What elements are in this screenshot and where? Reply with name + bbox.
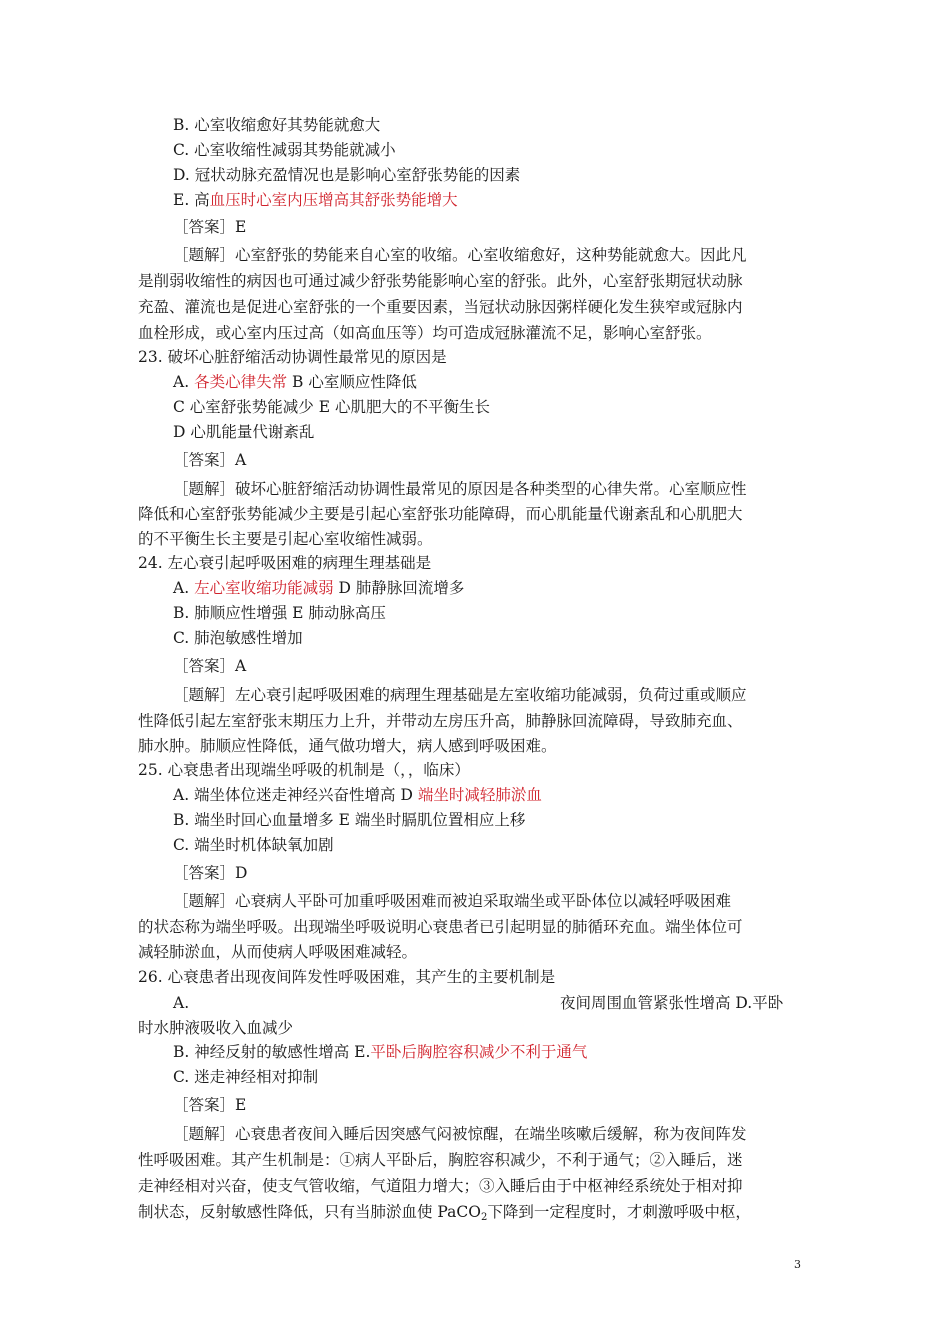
option-d-q22 <box>173 164 773 186</box>
option-b-q22 <box>173 114 773 136</box>
text-segment: ［答案］E <box>173 218 247 236</box>
option-d-q23 <box>173 421 773 443</box>
explanation-q24-line2 <box>138 710 813 732</box>
option-b-e-q25 <box>173 809 773 831</box>
text-segment: 制状态，反射敏感性降低，只有当肺淤血使 PaCO <box>138 1203 481 1221</box>
text-segment: 血栓形成，或心室内压过高（如高血压等）均可造成冠脉灌流不足，影响心室舒张。 <box>138 324 712 342</box>
option-d-q26-part2 <box>138 1017 538 1039</box>
option-a-d-q26-part1 <box>560 992 820 1014</box>
text-segment: ［题解］心衰患者夜间入睡后因突感气闷被惊醒，在端坐咳嗽后缓解，称为夜间阵发 <box>173 1125 747 1143</box>
explanation-q22-line2 <box>138 270 813 292</box>
answer-q26 <box>173 1094 473 1116</box>
explanation-q26-line3 <box>138 1175 813 1197</box>
text-segment: 24. 左心衰引起呼吸困难的病理生理基础是 <box>138 554 432 572</box>
text-segment: ［答案］D <box>173 864 248 882</box>
answer-q23 <box>173 449 473 471</box>
option-b-e-q24 <box>173 602 773 624</box>
option-c-q24 <box>173 627 773 649</box>
answer-q24 <box>173 655 473 677</box>
subscript-text: 2 <box>480 1212 488 1223</box>
text-segment: 减轻肺淤血，从而使病人呼吸困难减轻。 <box>138 943 418 961</box>
text-segment: A. <box>173 994 190 1012</box>
text-segment: 时水肿液吸收入血减少 <box>138 1019 294 1037</box>
text-segment: C 心室舒张势能减少 E 心肌肥大的不平衡生长 <box>173 398 490 416</box>
option-a-q26 <box>173 992 233 1014</box>
option-a-d-q24 <box>173 577 773 599</box>
text-segment: D. 冠状动脉充盈情况也是影响心室舒张势能的因素 <box>173 166 521 184</box>
highlighted-answer-text: 左心室收缩功能减弱 <box>194 579 334 597</box>
text-segment: E. 高 <box>173 191 210 209</box>
highlighted-answer-text: 平卧后胸腔容积减少不利于通气 <box>370 1043 588 1061</box>
highlighted-answer-text: 端坐时减轻肺淤血 <box>417 786 542 804</box>
text-segment: C. 迷走神经相对抑制 <box>173 1068 319 1086</box>
explanation-q25-line2 <box>138 916 813 938</box>
text-segment: C. 端坐时机体缺氧加剧 <box>173 836 334 854</box>
text-segment: 的状态称为端坐呼吸。出现端坐呼吸说明心衰患者已引起明显的肺循环充血。端坐体位可 <box>138 918 743 936</box>
option-c-e-q23 <box>173 396 773 418</box>
question-25 <box>138 759 738 781</box>
explanation-q22-line3 <box>138 296 813 318</box>
text-segment: 充盈、灌流也是促进心室舒张的一个重要因素，当冠状动脉因粥样硬化发生狭窄或冠脉内 <box>138 298 743 316</box>
explanation-q23-line2 <box>138 503 813 525</box>
text-segment: ［题解］破坏心脏舒缩活动协调性最常见的原因是各种类型的心律失常。心室顺应性 <box>173 480 747 498</box>
text-segment: 下降到一定程度时，才刺激呼吸中枢， <box>487 1203 751 1221</box>
explanation-q26-line2 <box>138 1149 813 1171</box>
explanation-q24-line1 <box>173 684 813 706</box>
option-c-q22 <box>173 139 773 161</box>
explanation-q25-line3 <box>138 941 813 963</box>
question-26 <box>138 966 738 988</box>
text-segment: ［答案］E <box>173 1096 247 1114</box>
explanation-q24-line3 <box>138 735 813 757</box>
text-segment: 的不平衡生长主要是引起心室收缩性减弱。 <box>138 530 433 548</box>
text-segment: A. <box>173 373 195 391</box>
question-23 <box>138 346 738 368</box>
text-segment: ［答案］A <box>173 451 247 469</box>
explanation-q26-line1 <box>173 1123 813 1145</box>
text-segment: A. 端坐体位迷走神经兴奋性增高 D <box>173 786 418 804</box>
text-segment: B 心室顺应性降低 <box>287 373 417 391</box>
option-a-d-q25 <box>173 784 773 806</box>
explanation-q23-line3 <box>138 528 813 550</box>
option-c-q25 <box>173 834 773 856</box>
explanation-q25-line1 <box>173 890 813 912</box>
text-segment: B. 心室收缩愈好其势能就愈大 <box>173 116 381 134</box>
text-segment: 降低和心室舒张势能减少主要是引起心室舒张功能障碍，而心肌能量代谢紊乱和心肌肥大 <box>138 505 743 523</box>
option-b-e-q26 <box>173 1041 773 1063</box>
text-segment: ［题解］左心衰引起呼吸困难的病理生理基础是左室收缩功能减弱，负荷过重或顺应 <box>173 686 747 704</box>
text-segment: A. <box>173 579 195 597</box>
highlighted-answer-text: 血压时心室内压增高其舒张势能增大 <box>209 191 458 209</box>
highlighted-answer-text: 各类心律失常 <box>194 373 288 391</box>
explanation-q22-line4 <box>138 322 813 344</box>
option-c-q26 <box>173 1066 773 1088</box>
text-segment: B. 端坐时回心血量增多 E 端坐时膈肌位置相应上移 <box>173 811 526 829</box>
option-e-q22 <box>173 189 773 211</box>
explanation-q26-line4 <box>138 1201 813 1229</box>
page-number: 3 <box>794 1258 801 1271</box>
text-segment: 23. 破坏心脏舒缩活动协调性最常见的原因是 <box>138 348 447 366</box>
text-segment: 26. 心衰患者出现夜间阵发性呼吸困难，其产生的主要机制是 <box>138 968 556 986</box>
text-segment: D 心肌能量代谢紊乱 <box>173 423 315 441</box>
question-24 <box>138 552 738 574</box>
text-segment: 肺水肿。肺顺应性降低，通气做功增大，病人感到呼吸困难。 <box>138 737 557 755</box>
explanation-q23-line1 <box>173 478 813 500</box>
text-segment: 25. 心衰患者出现端坐呼吸的机制是（，，临床） <box>138 761 470 779</box>
text-segment: ［题解］心衰病人平卧可加重呼吸困难而被迫采取端坐或平卧体位以减轻呼吸困难 <box>173 892 732 910</box>
text-segment: ［题解］心室舒张的势能来自心室的收缩。心室收缩愈好，这种势能就愈大。因此凡 <box>173 246 747 264</box>
text-segment: 夜间周围血管紧张性增高 D.平卧 <box>560 994 784 1012</box>
answer-q25 <box>173 862 473 884</box>
text-segment: C. 心室收缩性减弱其势能就减小 <box>173 141 396 159</box>
explanation-q22-line1 <box>173 244 813 266</box>
text-segment: 是削弱收缩性的病因也可通过减少舒张势能影响心室的舒张。此外，心室舒张期冠状动脉 <box>138 272 743 290</box>
answer-q22 <box>173 216 473 238</box>
option-a-b-q23 <box>173 371 773 393</box>
text-segment: ［答案］A <box>173 657 247 675</box>
text-segment: D 肺静脉回流增多 <box>333 579 465 597</box>
text-segment: C. 肺泡敏感性增加 <box>173 629 303 647</box>
text-segment: 性降低引起左室舒张末期压力上升，并带动左房压升高，肺静脉回流障碍，导致肺充血、 <box>138 712 743 730</box>
text-segment: 性呼吸困难。其产生机制是：①病人平卧后，胸腔容积减少，不利于通气；②入睡后，迷 <box>138 1151 743 1169</box>
text-segment: B. 肺顺应性增强 E 肺动脉高压 <box>173 604 386 622</box>
text-segment: 走神经相对兴奋，使支气管收缩，气道阻力增大；③入睡后由于中枢神经系统处于相对抑 <box>138 1177 743 1195</box>
text-segment: B. 神经反射的敏感性增高 E. <box>173 1043 371 1061</box>
